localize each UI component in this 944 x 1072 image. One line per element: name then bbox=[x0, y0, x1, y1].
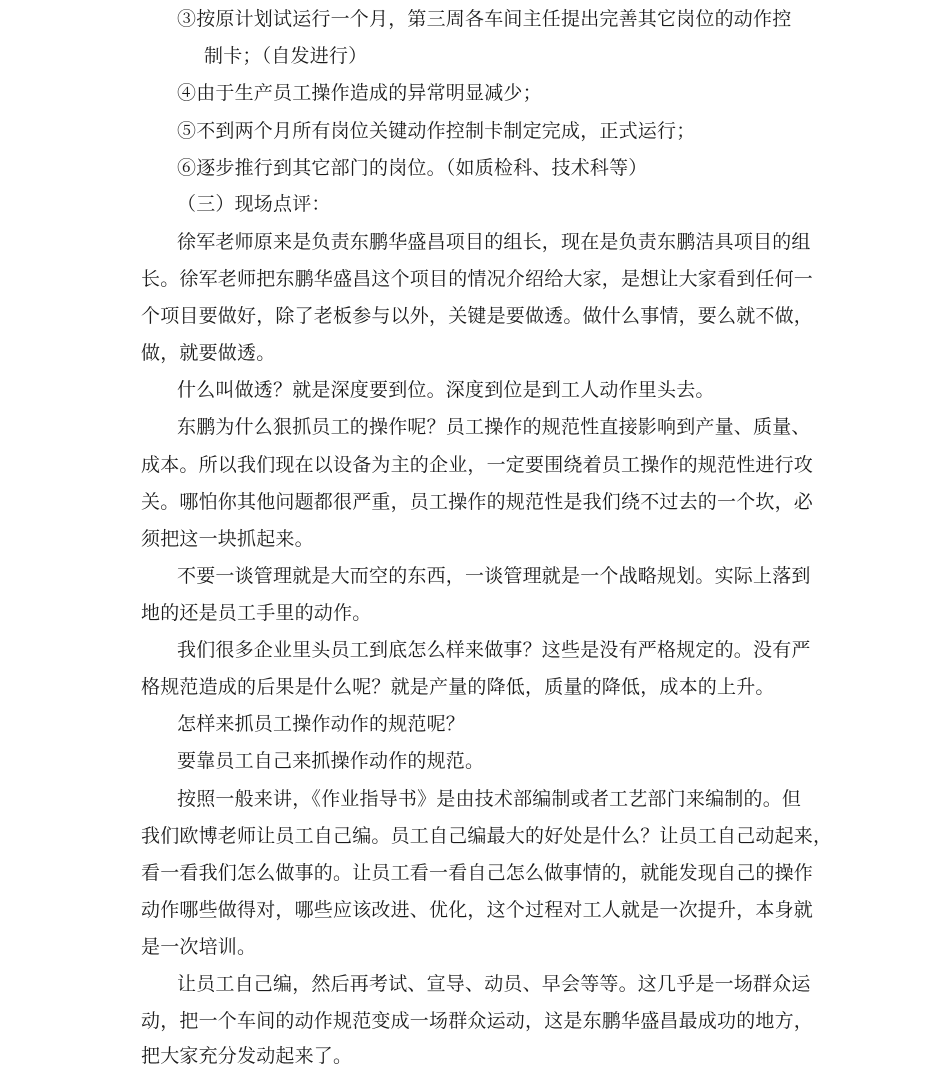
text-line: ⑤不到两个月所有岗位关键动作控制卡制定完成，正式运行； bbox=[177, 120, 696, 142]
text-line: 东鹏为什么狠抓员工的操作呢？员工操作的规范性直接影响到产量、质量、 bbox=[177, 416, 811, 438]
section-heading: （三）现场点评： bbox=[177, 193, 331, 215]
text-line: 要靠员工自己来抓操作动作的规范。 bbox=[177, 750, 485, 772]
text-line: 动，把一个车间的动作规范变成一场群众运动，这是东鹏华盛昌最成功的地方， bbox=[141, 1010, 814, 1032]
text-line: 做，就要做透。 bbox=[141, 342, 276, 364]
text-line: 关。哪怕你其他问题都很严重，员工操作的规范性是我们绕不过去的一个坎，必 bbox=[141, 491, 814, 513]
text-line: 须把这一块抓起来。 bbox=[141, 528, 314, 550]
text-line: 动作哪些做得对，哪些应该改进、优化，这个过程对工人就是一次提升，本身就 bbox=[141, 899, 814, 921]
text-line: 格规范造成的后果是什么呢？就是产量的降低，质量的降低，成本的上升。 bbox=[141, 676, 775, 698]
text-line: 长。徐军老师把东鹏华盛昌这个项目的情况介绍给大家，是想让大家看到任何一 bbox=[141, 268, 814, 290]
text-line: 我们欧博老师让员工自己编。员工自己编最大的好处是什么？让员工自己动起来， bbox=[141, 825, 833, 847]
text-line: 成本。所以我们现在以设备为主的企业，一定要围绕着员工操作的规范性进行攻 bbox=[141, 454, 814, 476]
text-line: 什么叫做透？就是深度要到位。深度到位是到工人动作里头去。 bbox=[177, 379, 715, 401]
text-line: 让员工自己编，然后再考试、宣导、动员、早会等等。这几乎是一场群众运 bbox=[177, 973, 811, 995]
text-line: 地的还是员工手里的动作。 bbox=[141, 602, 372, 624]
text-line: 怎样来抓员工操作动作的规范呢？ bbox=[177, 713, 466, 735]
text-line: 个项目要做好，除了老板参与以外，关键是要做透。做什么事情，要么就不做， bbox=[141, 305, 814, 327]
text-line: 制卡；（自发进行） bbox=[204, 45, 368, 67]
text-line: 看一看我们怎么做事的。让员工看一看自己怎么做事情的，就能发现自己的操作 bbox=[141, 862, 814, 884]
text-line: 我们很多企业里头员工到底怎么样来做事？这些是没有严格规定的。没有严 bbox=[177, 639, 811, 661]
text-line: 徐军老师原来是负责东鹏华盛昌项目的组长，现在是负责东鹏洁具项目的组 bbox=[177, 231, 811, 253]
text-line: ⑥逐步推行到其它部门的岗位。（如质检科、技术科等） bbox=[177, 157, 648, 179]
text-line: 不要一谈管理就是大而空的东西，一谈管理就是一个战略规划。实际上落到 bbox=[177, 565, 811, 587]
text-line: 把大家充分发动起来了。 bbox=[141, 1045, 353, 1067]
text-line: ③按原计划试运行一个月，第三周各车间主任提出完善其它岗位的动作控 bbox=[177, 8, 792, 30]
text-line: ④由于生产员工操作造成的异常明显减少； bbox=[177, 82, 542, 104]
text-line: 是一次培训。 bbox=[141, 936, 257, 958]
text-line: 按照一般来讲，《作业指导书》是由技术部编制或者工艺部门来编制的。但 bbox=[177, 788, 802, 810]
